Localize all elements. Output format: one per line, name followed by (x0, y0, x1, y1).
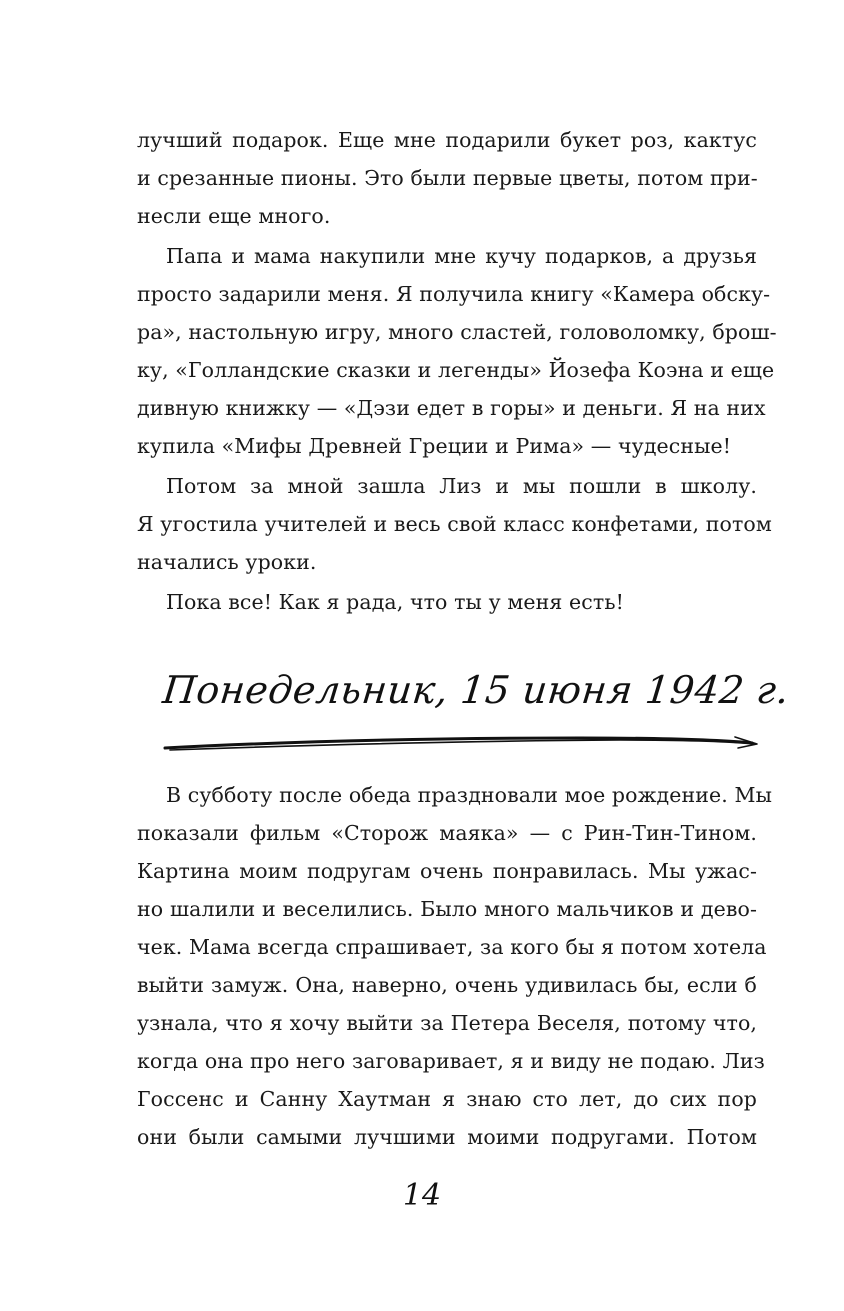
text-line: чек. Мама всегда спрашивает, за кого бы я потом хотела (137, 935, 767, 959)
text-line: лучший подарок. Еще мне подарили букет роз, кактус (137, 128, 757, 152)
text-line: просто задарили меня. Я получила книгу «Камера обску- (137, 282, 771, 306)
text-line: когда она про него заговаривает, я и виду не подаю. Лиз (137, 1049, 765, 1073)
text-line: ра», настольную игру, много сластей, головоломку, брош- (137, 320, 777, 344)
text-line: В субботу после обеда праздновали мое рождение. Мы (166, 783, 772, 807)
text-line: узнала, что я хочу выйти за Петера Веселя, потому что, (137, 1011, 757, 1035)
text-line: но шалили и веселились. Было много мальчиков и дево- (137, 897, 757, 921)
text-line: несли еще много. (137, 204, 331, 228)
text-line: Я угостила учителей и весь свой класс конфетами, потом (137, 512, 772, 536)
text-line: ку, «Голландские сказки и легенды» Йозефа Коэна и еще (137, 358, 775, 382)
text-line: купила «Мифы Древней Греции и Рима» — чудесные! (137, 434, 732, 458)
text-line: показали фильм «Сторож маяка» — с Рин-Тин-Тином. (137, 821, 757, 845)
heading-underline-stroke (160, 726, 760, 756)
text-line: и срезанные пионы. Это были первые цветы, потом при- (137, 166, 758, 190)
text-line: Госсенс и Санну Хаутман я знаю сто лет, до сих пор (137, 1087, 757, 1111)
entry-heading: Понедельник, 15 июня 1942 г. (160, 668, 792, 712)
text-line: дивную книжку — «Дэзи едет в горы» и деньги. Я на них (137, 396, 766, 420)
text-line: Картина моим подругам очень понравилась. Мы ужас- (137, 859, 757, 883)
page-number: 14 (402, 1178, 442, 1213)
text-line: выйти замуж. Она, наверно, очень удивилась бы, если б (137, 973, 757, 997)
text-line: Потом за мной зашла Лиз и мы пошли в школу. (166, 474, 757, 498)
text-line: Пока все! Как я рада, что ты у меня есть! (166, 590, 624, 614)
text-line: Папа и мама накупили мне кучу подарков, а друзья (166, 244, 757, 268)
text-line: они были самыми лучшими моими подругами. Потом (137, 1125, 757, 1149)
text-line: начались уроки. (137, 550, 317, 574)
